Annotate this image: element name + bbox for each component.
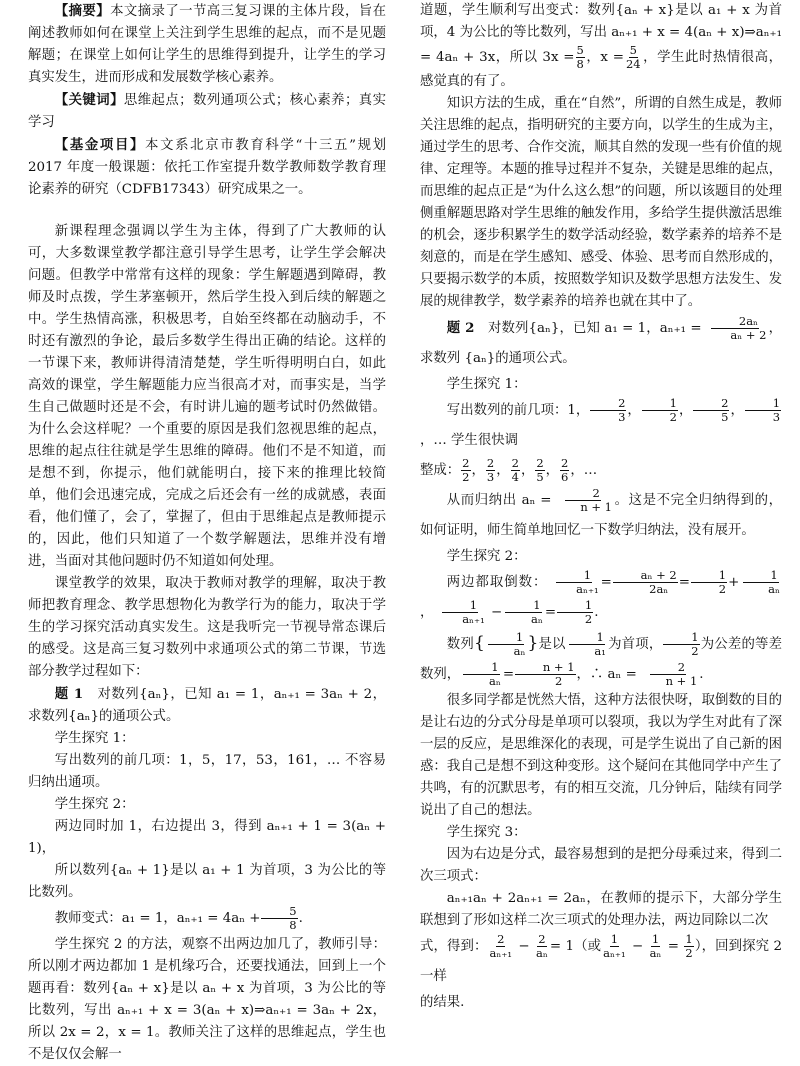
inquiry-terms: 整成： $\frac{2}{2}$ ， $\frac{2}{3}$ ， $\frac{2}{4}$ ， $\frac{2}{5}$ ， $\frac{2}{6}$ ，… (420, 456, 598, 484)
fraction: $\frac{1}{\text{aₙ}}$ (461, 661, 502, 688)
fraction: $\frac{n + 1}{2}$ (515, 661, 575, 688)
fraction: $\frac{1}{2}$ (557, 599, 593, 626)
abstract-label: 【摘要】 (54, 3, 111, 19)
body-paragraph: 学生探究 2 的方法，观察不出两边加几了，教师引导：所以刚才两边都加 1 是机缘巧合，还要找通法，回到上一个题再看：数列{aₙ + x}是以 aₙ + x 为首项，3 为公比的等比数列，写出 aₙ₊₁ + x = 3(aₙ + x)⇒aₙ₊₁ = 3aₙ + 2x，所以 2x = 2，x = 1。教师关注了这样的思维起点，学生也不是仅仅会解一 (28, 937, 386, 1062)
fraction: $\frac{2}{n + 1}$ (553, 487, 613, 514)
fraction: $\frac{1}{\text{aₙ}}$ (740, 569, 781, 596)
body-paragraph: 很多同学都是恍然大悟，这种方法很快呀，取倒数的目的是让右边的分式分母是单项可以裂项，我以为学生对此有了深一层的反应，是思维深化的表现，可是学生说出了自己新的困惑：我自己是想不到这种变形。这个疑问在其他同学中产生了共鸣，有的沉默思考，有的相互交流，几分钟后，陆续有同学说出了自己的想法。 (420, 693, 782, 818)
body-paragraph: 知识方法的生成，重在“自然”，所谓的自然生成是，教师关注思维的起点，指明研究的主要方向，以学生的生成为主，通过学生的思考、合作交流，顺其自然的发现一些有价值的规律、定理等。本题的推导过程并不复杂，关键是思维的起点，而思维的起点正是“为什么这么想”的问题，所以该题目的处理侧重解题思路对学生思维的触发作用，多给学生提供激活思维的机会，逐步积累学生的数学活动经验，数学素养的培养不是刻意的，而是在学生感知、感受、体验、思考而自然形成的，只要揭示数学的本质，按照数学知识及数学思想方法发生、发展的规律教学，数学素养的培养也就在其中了。 (420, 96, 782, 309)
fraction: $\frac{1}{\text{aₙ₊₁}}$ (603, 932, 626, 960)
reciprocal-equation: 两边都取倒数： $\frac{1}{\text{aₙ₊₁}}$ = $\frac{\text{aₙ + 2}}{\text{2aₙ}}$ = $\frac{1}{2}$ + $\frac{1}{\text{aₙ}}$ ， $\frac{1}{\text{aₙ₊₁}}$ − $\frac{1}{\text{aₙ}}$ = $\frac{1}{2}$ . (420, 568, 780, 626)
fund-label: 【基金项目】 (54, 137, 146, 153)
fraction: $\frac{1}{\text{aₙ}}$ (486, 631, 527, 658)
fraction: $\frac{1}{2}$ (691, 569, 727, 596)
inquiry-text: 的结果. (420, 995, 465, 1010)
fraction: $\frac{1}{2}$ (642, 397, 678, 424)
fraction: $\frac{1}{2}$ (663, 631, 699, 658)
teacher-variant: 教师变式：a₁ = 1，aₙ₊₁ = 4aₙ + $\frac{5}{8}$ . (54, 904, 303, 932)
term-list: $\frac{2}{3}$ ， $\frac{1}{2}$ ， $\frac{2}{5}$ ， $\frac{1}{3}$ (589, 403, 782, 418)
fraction: $\frac{2}{3}$ (590, 397, 626, 424)
equation: $\frac{1}{\text{aₙ₊₁}}$ = $\frac{\text{aₙ + 2}}{\text{2aₙ}}$ = $\frac{1}{2}$ + $\frac{1}{\text{aₙ}}$ ， $\frac{1}{\text{aₙ₊₁}}$ − $\frac{1}{\text{aₙ}}$ = $\frac{1}{2}$ . (420, 568, 780, 626)
inquiry-text: 写出数列的前几项：1，5，17，53，161，… 不容易归纳出通项。 (28, 753, 386, 790)
fraction: $\frac{1}{\text{a₁}}$ (567, 631, 607, 658)
inquiry-title: 学生探究 3： (446, 825, 527, 840)
fraction: $\frac{\text{aₙ + 2}}{\text{2aₙ}}$ (613, 569, 678, 596)
fraction: $\frac{5}{8}$ (261, 905, 297, 932)
keywords-label: 【关键词】 (54, 92, 124, 108)
body-paragraph: 课堂教学的效果，取决于教师对教学的理解，取决于教师把教育理念、教学思想物化为教学行为的能力，取决于学生的学习探究活动真实发生。这是我听完一节视导常态课后的感受。这是高三复习数列中求通项公式的第二节课，节选部分教学过程如下： (28, 576, 386, 679)
term-list: $\frac{2}{2}$ ， $\frac{2}{3}$ ， $\frac{2}{4}$ ， $\frac{2}{5}$ ， $\frac{2}{6}$ (462, 456, 569, 484)
inquiry-text: aₙ₊₁aₙ + 2aₙ₊₁ = 2aₙ，在教师的提示下，大部分学生联想到了形如这样二次三项式的处理办法，两边同除以二次 (420, 891, 782, 928)
right-column (420, 0, 782, 1014)
fraction: $\frac{2}{\text{aₙ}}$ (536, 932, 548, 960)
abstract: 【摘要】本文摘录了一节高三复习课的主体片段，旨在阐述教师如何在课堂上关注到学生思维的起点，而不是见题解题；在课堂上如何让学生的思维得到提升，让学生的学习真实发生，进而形成和发展数学核心素养。 (28, 3, 387, 85)
left-column (28, 0, 386, 1066)
fraction: $\frac{2}{2}$ (462, 456, 470, 484)
fraction: $\frac{1}{\text{aₙ}}$ (649, 932, 662, 960)
fraction: $\frac{2}{6}$ (561, 456, 569, 484)
article-meta (28, 0, 386, 201)
fraction: $\frac{1}{\text{aₙ₊₁}}$ (548, 569, 599, 596)
induction: 从而归纳出 aₙ = $\frac{2}{n + 1}$ 。这是不完全归纳得到的，如何证明，师生简单地回忆一下数学归纳法，没有展开。 (420, 486, 782, 538)
fraction: $\frac{2}{5}$ (536, 456, 544, 484)
problem-2: 题 2 对数列{aₙ}，已知 a₁ = 1，aₙ₊₁ = $\frac{\text{2aₙ}}{\text{aₙ + 2}}$ ，求数列 {aₙ}的通项公式。 (420, 314, 783, 366)
equation: $\frac{2}{\text{aₙ₊₁}}$ − $\frac{2}{\text{aₙ}}$ (489, 932, 548, 960)
inquiry-text: 所以数列{aₙ + 1}是以 a₁ + 1 为首项，3 为公比的等比数列。 (28, 863, 386, 900)
inquiry-equation: 式，得到： $\frac{2}{\text{aₙ₊₁}}$ − $\frac{2}{\text{aₙ}}$ = 1（或 $\frac{1}{\text{aₙ₊₁}}$ − $\frac{1}{\text{aₙ}}$ = $\frac{1}{2}$ ），回到探究 2 一样 (420, 932, 783, 984)
fraction: $\frac{2}{5}$ (693, 397, 729, 424)
continued-text: 道题，学生顺利写出变式：数列{aₙ + x}是以 a₁ + x 为首项，4 为公比的等比数列，写出 aₙ₊₁ + x = 4(aₙ + x)⇒aₙ₊₁ = 4aₙ + 3x，所以 3x = $\frac{5}{8}$ ，x = $\frac{5}{24}$ ，学生此时热情很高，感觉真的有了。 (420, 3, 782, 89)
equation: $\frac{1}{\text{aₙ₊₁}}$ − $\frac{1}{\text{aₙ}}$ = $\frac{1}{2}$ (603, 932, 693, 960)
fraction: $\frac{2}{4}$ (511, 456, 519, 484)
fraction: $\frac{\text{2aₙ}}{\text{aₙ + 2}}$ (703, 315, 768, 342)
keywords: 【关键词】思维起点；数列通项公式；核心素养；真实学习 (28, 92, 387, 130)
inquiry-title: 学生探究 1： (446, 377, 527, 392)
inquiry-title: 学生探究 2： (446, 549, 527, 564)
problem-1: 题 1 对数列{aₙ}，已知 a₁ = 1，aₙ₊₁ = 3aₙ + 2，求数列{aₙ}的通项公式。 (28, 686, 386, 724)
fraction: $\frac{2}{n + 1}$ (638, 661, 698, 688)
inquiry-text: 两边同时加 1，右边提出 3，得到 aₙ₊₁ + 1 = 3(aₙ + 1)， (28, 819, 386, 856)
inquiry-text: 因为右边是分式，最容易想到的是把分母乘过来，得到二次三项式： (420, 847, 782, 884)
fraction: $\frac{5}{8}$ (576, 43, 584, 71)
fraction: $\frac{2}{\text{aₙ₊₁}}$ (489, 932, 513, 960)
body-paragraph: 新课程理念强调以学生为主体，得到了广大教师的认可，大多数课堂教学都注意引导学生思考，让学生学会解决问题。但教学中常常有这样的现象：学生解题遇到障碍，教师及时点拨，学生茅塞顿开，然后学生投入到后续的解题之中。学生热情高涨，积极思考，自始至终都在动脑动手，不时还有激烈的争论，最后多数学生得出正确的结论。这样的一节课下来，教师讲得清清楚楚，学生听得明明白白，如此高效的课堂，学生解题能力应当很高才对，而事实是，当学生自己做题时还是不会，有时讲儿遍的题考试时仍然做错。为什么会这样呢？一个重要的原因是我们忽视思维的起点，思维的起点往往就是学生思维的障碍。他们不是不知道，而是想不到，你提示，他们就能明白，接下来的推理比较简单，他们会迅速完成，完成之后还会有一丝的成就感，表面看，他们懂了，会了，掌握了，但由于思维起点是教师提示的，因此，他们只知道了一个数学解题法，思维并没有增进，当面对其他问题时仍不知道如何处理。 (28, 224, 386, 569)
fraction: $\frac{5}{24}$ (625, 43, 641, 71)
fraction: $\frac{2}{3}$ (486, 456, 495, 484)
inquiry-terms: 写出数列的前几项：1， $\frac{2}{3}$ ， $\frac{1}{2}$ ， $\frac{2}{5}$ ， $\frac{1}{3}$ ，… 学生很快调 (420, 396, 781, 448)
sequence-conclusion: 数列{ $\frac{1}{\text{aₙ}}$ }是以 $\frac{1}{\text{a₁}}$ 为首项， $\frac{1}{2}$ 为公差的等差数列， $\frac{1}{\text{aₙ}}$ = $\frac{n + 1}{2}$ ，∴ aₙ = $\frac{2}{n + 1}$ . (420, 630, 783, 688)
fraction: $\frac{1}{2}$ (685, 932, 693, 960)
inquiry-title: 学生探究 2： (54, 797, 135, 812)
fund: 【基金项目】本文系北京市教育科学“十三五”规划 2017 年度一般课题：依托工作室提升数学教师数学教育理论素养的研究（CDFB17343）研究成果之一。 (28, 137, 386, 197)
fraction: $\frac{1}{3}$ (745, 397, 781, 424)
fraction: $\frac{1}{\text{aₙ₊₁}}$ (434, 599, 485, 626)
inquiry-title: 学生探究 1： (54, 731, 135, 746)
fraction: $\frac{1}{\text{aₙ}}$ (503, 599, 544, 626)
